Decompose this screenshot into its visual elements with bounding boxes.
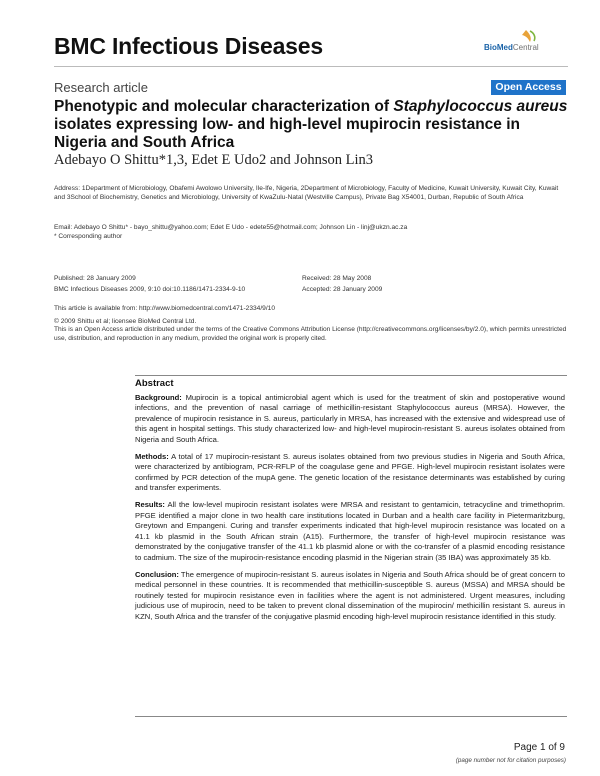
abstract-methods xyxy=(135,452,565,494)
publisher-suffix: Central xyxy=(512,43,539,52)
citation: BMC Infectious Diseases 2009, 9:10 doi:10.1186/1471-2334-9-10 xyxy=(54,285,246,293)
conclusion-text: The emergence of mupirocin-resistant S. aureus isolates in Nigeria and South Africa should be of great concern to medical personnel in these countries. It is recommended that methicillin-susceptible S. aureus (MSSA) and MRSA should be routinely tested for mupirocin resistance even in facilities where the agent is not administered. Urgent measures, including judicious use of mupirocin, need to be taken to prevent clonal dissemination of the mupirocin/ methicillin resistant S. aureus in KZN, South Africa and the transfer of the conjugative plasmid encoding high-level mupirocin resistance identified in this study. xyxy=(135,569,565,621)
title-part2: isolates expressing low- and high-level mupirocin resistance in Nigeria and South Africa xyxy=(54,116,520,151)
title-species: Staphylococcus aureus xyxy=(393,98,568,115)
open-access-badge: Open Access xyxy=(491,80,566,95)
article-title xyxy=(54,98,568,152)
abstract-results xyxy=(135,500,565,564)
published-date: Published: 28 January 2009 xyxy=(54,275,136,282)
abstract-conclusion xyxy=(135,570,565,623)
abstract-background xyxy=(135,393,565,446)
publisher-name xyxy=(484,43,539,52)
methods-text: A total of 17 mupirocin-resistant S. aureus isolates obtained from two previous studies in Nigeria and South Africa, were characterized by antibiogram, PCR-RFLP of the coagulase gene and PFGE. High-level mupirocin resistant isolates were confirmed by PCR detection of the mupA gene. The genetic location of the resistance determinants was established by curing and transfer experiments. xyxy=(135,451,565,493)
page-number: Page 1 of 9 xyxy=(513,742,565,753)
received-date: Received: 28 May 2008 xyxy=(302,275,372,282)
affiliations: Address: 1Department of Microbiology, Obafemi Awolowo University, Ile-Ife, Nigeria, 2Department of Microbiology, Faculty of Medicine, Kuwait University, Kuwait City, Kuwait and 3School of Biochemistry, Genetics and Microbiology, University of KwaZulu-Natal (Westville Campus), Private Bag X54001, Durban, Republic of South Africa xyxy=(54,185,559,201)
abstract-top-rule xyxy=(135,375,567,376)
availability-url: This article is available from: http://www.biomedcentral.com/1471-2334/9/10 xyxy=(54,305,275,312)
page-number-note: (page number not for citation purposes) xyxy=(455,757,566,764)
author-emails: Email: Adebayo O Shittu* - bayo_shittu@yahoo.com; Edet E Udo - edete55@hotmail.com; Johnson Lin - linj@ukzn.ac.za xyxy=(54,224,408,231)
conclusion-label: Conclusion: xyxy=(135,569,179,579)
article-rights xyxy=(54,305,568,343)
results-label: Results: xyxy=(135,499,165,509)
corresponding-note: * Corresponding author xyxy=(54,233,123,240)
license-text: This is an Open Access article distributed under the terms of the Creative Commons Attribution License (http://creativecommons.org/licenses/by/2.0), which permits unrestricted use, distribution, and reproduction in any medium, provided the original work is properly cited. xyxy=(54,326,567,342)
author-list: Adebayo O Shittu*1,3, Edet E Udo2 and Johnson Lin3 xyxy=(54,152,373,168)
background-label: Background: xyxy=(135,392,182,402)
copyright-line: © 2009 Shittu et al; licensee BioMed Central Ltd. xyxy=(54,317,197,325)
publisher-brand: BioMed xyxy=(484,43,513,52)
header-rule xyxy=(54,66,568,67)
methods-label: Methods: xyxy=(135,451,169,461)
title-part1: Phenotypic and molecular characterization of xyxy=(54,98,394,115)
journal-title: BMC Infectious Diseases xyxy=(54,33,323,59)
article-type: Research article xyxy=(54,80,148,95)
abstract-box xyxy=(135,379,565,628)
accepted-date: Accepted: 28 January 2009 xyxy=(302,285,383,293)
publication-info xyxy=(54,275,304,294)
results-text: All the low-level mupirocin resistant isolates were MRSA and resistant to gentamicin, tetracycline and trimethoprim. PFGE identified a major clone in two health care institutions located in Durban and a health care facility in Pietermaritzburg, Greytown and Empangeni. Curing and transfer experiments indicated that high-level mupirocin resistance was located on a 41.1 kb plasmid in the South African strain (A15). Furthermore, the transfer of high-level mupirocin resistance was demonstrated by the conjugative transfer of the 41.1 kb plasmid alone or with the co-transfer of a plasmid encoding resistance to cadmium. The size of the mupirocin-resistance encoding plasmid in the Nigerian strain (35 IBA) was approximately 35 kb. xyxy=(135,499,565,562)
history-dates xyxy=(302,275,502,294)
abstract-heading: Abstract xyxy=(135,378,174,389)
background-text: Mupirocin is a topical antimicrobial agent which is used for the treatment of skin and postoperative wound infections, and the prevention of nasal carriage of methicillin-resistant Staphylococcus aureus (MRSA). However, the prevalence of mupirocin resistance in S. aureus, particularly in MRSA, has increased with the extensive and widespread use of this agent in hospital settings. This study characterized low- and high-level mupirocin-resistant S. aureus isolates obtained from Nigeria and South Africa. xyxy=(135,392,565,444)
abstract-bottom-rule xyxy=(135,716,567,717)
